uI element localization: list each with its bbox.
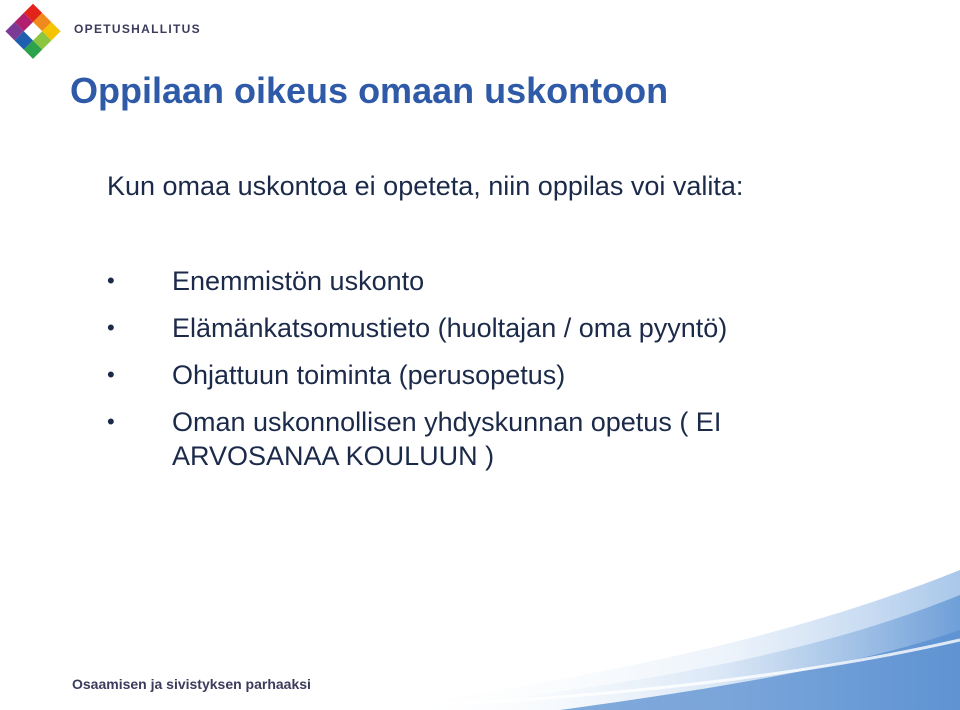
slide-title: Oppilaan oikeus omaan uskontoon: [70, 70, 669, 111]
footer-tagline: Osaamisen ja sivistyksen parhaaksi: [72, 676, 311, 692]
bullet-marker: •: [107, 409, 115, 434]
list-item-text: Oman uskonnollisen yhdyskunnan opetus ( EI ARVOSANAA KOULUUN ): [172, 407, 722, 471]
list-item: [107, 311, 867, 345]
diamond-logo-icon: [4, 3, 62, 61]
bullet-marker: •: [107, 362, 115, 387]
list-item-text: Enemmistön uskonto: [172, 266, 425, 296]
list-item: [107, 405, 867, 473]
list-item-text: Elämänkatsomustieto (huoltajan / oma pyyntö): [172, 313, 728, 343]
list-item: [107, 358, 867, 392]
list-item-text: Ohjattuun toiminta (perusopetus): [172, 360, 566, 390]
bullet-list: [107, 264, 867, 486]
bullet-marker: •: [107, 268, 115, 293]
intro-text: Kun omaa uskontoa ei opeteta, niin oppilas voi valita:: [107, 171, 744, 201]
org-name: OPETUSHALLITUS: [74, 22, 201, 36]
list-item: [107, 264, 867, 298]
bullet-marker: •: [107, 315, 115, 340]
